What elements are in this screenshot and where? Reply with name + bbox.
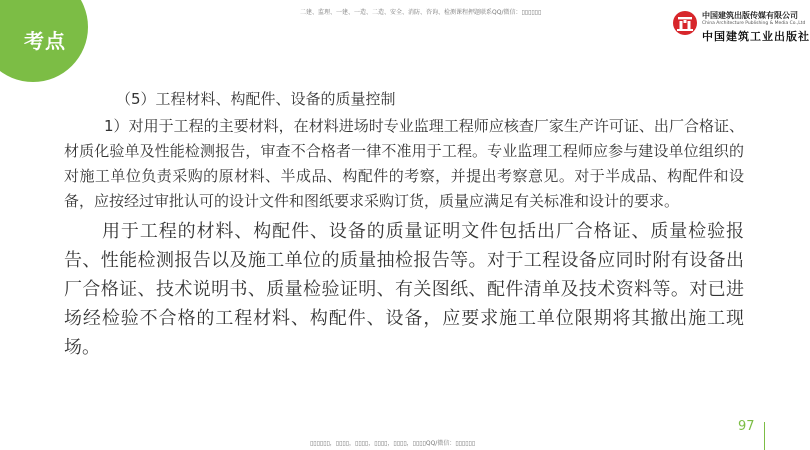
publisher-name-en: China Architecture Publishing & Media Co.,Ltd: [702, 21, 806, 26]
paragraph-main-materials: 1）对用于工程的主要材料，在材料进场时专业监理工程师应核查厂家生产许可证、出厂合格证、材质化验单及性能检测报告，审查不合格者一律不准用于工程。专业监理工程师应参与建设单位组织的对施工单位负责采购的原材料、半成品、构配件的考察，并提出考察意见。对于半成品、构配件和设备，应按经过审批认可的设计文件和图纸要求采购订货，质量应满足有关标准和设计的要求。: [64, 117, 744, 210]
topic-badge: [0, 0, 88, 82]
page-number-divider: [764, 422, 765, 450]
publisher-logo: [672, 8, 810, 43]
section-heading: （5）工程材料、构配件、设备的质量控制: [116, 90, 396, 108]
page-number: 97: [738, 419, 755, 434]
topic-badge-label: 考点: [24, 28, 66, 53]
publisher-logo-icon: [672, 10, 698, 36]
paragraph-quality-certificates: 用于工程的材料、构配件、设备的质量证明文件包括出厂合格证、质量检验报告、性能检测报告以及施工单位的质量抽检报告等。对于工程设备应同时附有设备出厂合格证、技术说明书、质量检验证明、有关图纸、配件清单及技术资料等。对已进场经检验不合格的工程材料、构配件、设备，应要求施工单位限期将其撤出施工现场。: [64, 221, 744, 358]
slide-content: [64, 88, 744, 362]
bottom-watermark: ▯▯▯▯▯▯，▯▯▯▯，▯▯▯▯，▯▯▯▯，▯▯▯▯，▯▯▯▯QQ/微信：▯▯▯▯▯▯: [310, 440, 476, 447]
top-watermark: 二建、监理、一建、一造、二造、安全、消防、咨询、检测课程押题联系QQ/微信：▯▯▯▯▯▯: [300, 9, 542, 16]
publisher-name-cn: 中国建筑出版传媒有限公司: [702, 11, 798, 20]
publisher-name-calligraphy: 中国建筑工业出版社: [702, 30, 810, 43]
